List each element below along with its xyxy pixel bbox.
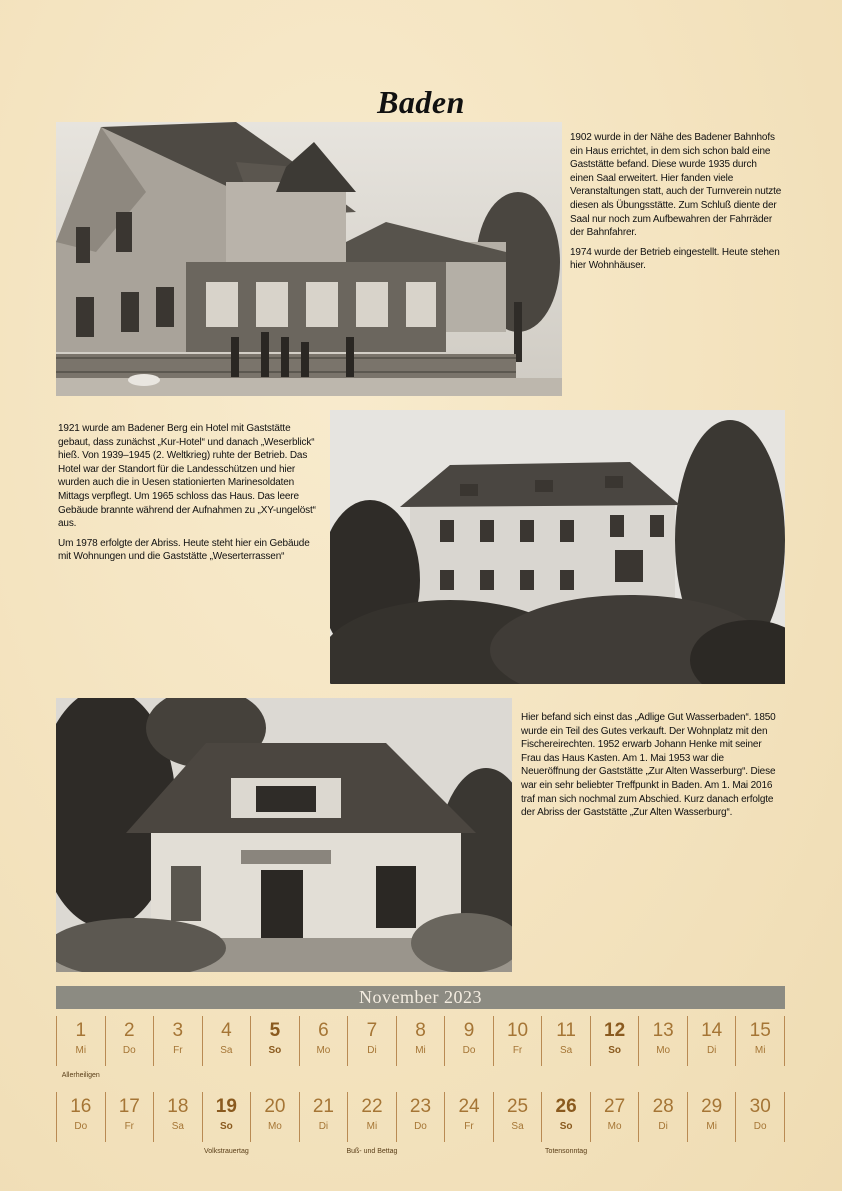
- weekday-label: Mi: [366, 1121, 378, 1132]
- weekday-label: So: [268, 1045, 282, 1056]
- text-block-bahnhof: [570, 131, 782, 279]
- weekday-label: Mi: [706, 1121, 717, 1132]
- calendar-day: [299, 1092, 348, 1142]
- day-number: 22: [361, 1096, 383, 1117]
- holiday-label: Volkstrauertag: [203, 1148, 249, 1155]
- weekday-label: So: [559, 1121, 573, 1132]
- day-number: 27: [604, 1096, 626, 1117]
- day-number: 17: [118, 1096, 140, 1117]
- weekday-label: Sa: [171, 1121, 184, 1132]
- day-number: 20: [264, 1096, 286, 1117]
- weekday-label: Sa: [220, 1045, 233, 1056]
- weekday-label: Di: [658, 1121, 668, 1132]
- weekday-label: Di: [367, 1045, 377, 1056]
- calendar-day: [638, 1092, 687, 1142]
- calendar-day: [202, 1092, 251, 1155]
- weekday-label: Do: [462, 1045, 476, 1056]
- day-number: 30: [749, 1096, 771, 1117]
- calendar-day: [396, 1092, 445, 1142]
- calendar-day: [105, 1016, 154, 1066]
- weekday-label: Mi: [415, 1045, 426, 1056]
- day-number: 8: [415, 1020, 426, 1041]
- weekday-label: Do: [414, 1121, 427, 1132]
- calendar-day: [590, 1016, 639, 1066]
- weekday-label: Fr: [464, 1121, 474, 1132]
- weekday-label: So: [608, 1045, 621, 1056]
- calendar-day: [590, 1092, 639, 1142]
- calendar-day: [541, 1092, 590, 1155]
- text-paragraph: 1974 wurde der Betrieb eingestellt. Heute stehen hier Wohnhäuser.: [570, 246, 780, 272]
- holiday-label: Totensonntag: [545, 1148, 588, 1155]
- weekday-label: Mo: [267, 1121, 282, 1132]
- calendar-day: [396, 1016, 445, 1066]
- calendar-day: [299, 1016, 348, 1066]
- day-number: 3: [172, 1020, 184, 1041]
- day-number: 29: [701, 1096, 723, 1117]
- text-paragraph: 1902 wurde in der Nähe des Badener Bahnhofs ein Haus errichtet, in dem sich schon bald eine Gaststätte befand. Diese wurde 1935 durch einen Saal erweitert. Hier fanden viele Veranstaltungen statt, auch der Turnverein nutzte diesen als Übungsstätte. Zum Schluß diente der Saal nur noch zum Aufbewahren der Fahrräder der Bahnfahrer.: [570, 132, 782, 239]
- weekday-label: Fr: [173, 1045, 183, 1056]
- weekday-label: Fr: [124, 1121, 135, 1132]
- day-number: 9: [463, 1020, 475, 1041]
- calendar-day: [56, 1016, 105, 1079]
- day-number: 2: [124, 1020, 135, 1041]
- photo-alte-wasserburg: [56, 698, 512, 972]
- weekday-label: Sa: [511, 1121, 524, 1132]
- day-number: 15: [749, 1020, 771, 1041]
- calendar-day: [687, 1092, 736, 1142]
- calendar-day: [202, 1016, 251, 1066]
- day-number: 26: [555, 1096, 577, 1117]
- calendar-day: [105, 1092, 154, 1142]
- calendar-day: [541, 1016, 590, 1066]
- weekday-label: Mo: [316, 1045, 331, 1056]
- weekday-label: Do: [74, 1121, 88, 1132]
- day-number: 24: [458, 1096, 480, 1117]
- day-number: 12: [604, 1020, 626, 1041]
- calendar-day: [687, 1016, 736, 1066]
- day-number: 23: [409, 1096, 432, 1117]
- calendar-day: [735, 1016, 785, 1066]
- day-number: 4: [221, 1020, 232, 1041]
- holiday-label: Buß- und Bettag: [346, 1148, 398, 1155]
- weekday-label: Di: [706, 1045, 717, 1056]
- day-number: 11: [556, 1020, 576, 1041]
- calendar-day: [444, 1092, 493, 1142]
- calendar-day: [735, 1092, 785, 1142]
- calendar-day: [250, 1092, 299, 1142]
- calendar-day: [250, 1016, 299, 1066]
- day-number: 19: [215, 1096, 237, 1117]
- calendar-day: [638, 1016, 687, 1066]
- calendar-day: [153, 1092, 202, 1142]
- photo-kur-hotel: [330, 410, 785, 684]
- weekday-label: Sa: [559, 1045, 573, 1056]
- day-number: 1: [75, 1020, 87, 1041]
- text-block-wasserburg: [521, 711, 783, 826]
- page-title: Baden: [377, 84, 465, 120]
- weekday-label: So: [219, 1121, 233, 1132]
- weekday-label: Mi: [754, 1045, 766, 1056]
- weekday-label: Fr: [512, 1045, 523, 1056]
- weekday-label: Di: [318, 1121, 329, 1132]
- weekday-label: Mo: [656, 1045, 671, 1056]
- day-number: 28: [652, 1096, 674, 1117]
- calendar-day: [493, 1092, 542, 1142]
- day-number: 5: [269, 1020, 281, 1041]
- calendar-day: [346, 1092, 398, 1155]
- weekday-label: Do: [753, 1121, 767, 1132]
- day-number: 14: [701, 1020, 723, 1041]
- day-number: 7: [366, 1020, 378, 1041]
- calendar-day: [347, 1016, 396, 1066]
- photo-bahnhof-gaststaette: [56, 122, 562, 396]
- text-paragraph: Um 1978 erfolgte der Abriss. Heute steht hier ein Gebäude mit Wohnungen und die Gaststätte „Weserterrassen“: [58, 537, 310, 563]
- text-paragraph: Hier befand sich einst das „Adlige Gut Wasserbaden“. 1850 wurde ein Teil des Gutes verkauft. Der Wohnplatz mit den Fischereirechten. 1952 erwarb Johann Henke mit seiner Frau das Haus Kasten. Am 1. Mai 1953 war die Neueröffnung der Gaststätte „Zur Alten Wasserburg“. Diese war ein sehr beliebter Treffpunkt in Baden. Am 1. Mai 2016 traf man sich nochmal zum Abschied. Kurz danach erfolgte der Abriss der Gaststätte „Zur Alten Wasserburg“.: [521, 712, 776, 819]
- day-number: 10: [506, 1020, 529, 1041]
- day-number: 21: [312, 1096, 334, 1117]
- weekday-label: Mi: [75, 1045, 87, 1056]
- calendar-day: [153, 1016, 202, 1066]
- month-label: November 2023: [56, 986, 785, 1009]
- calendar-week-row: [56, 1016, 785, 1079]
- text-paragraph: 1921 wurde am Badener Berg ein Hotel mit Gaststätte gebaut, dass zunächst „Kur-Hotel“ und danach „Weserblick“ hieß. Von 1939–1945 (2. Weltkrieg) ruhte der Betrieb. Das Hotel war der Standort für die Landesschützen und hier wurden auch die in Uesen stationierten Marinesoldaten Mittags verpflegt. Um 1965 schloss das Haus. Das leere Gebäude brannte während der Aufnahmen zu „XY-ungelöst“ aus.: [58, 423, 316, 530]
- weekday-label: Do: [122, 1045, 136, 1056]
- calendar-day: [444, 1016, 493, 1066]
- day-number: 16: [70, 1096, 92, 1117]
- day-number: 25: [506, 1096, 529, 1117]
- text-block-kur-hotel: [58, 422, 320, 570]
- calendar-day: [56, 1092, 105, 1142]
- weekday-label: Mo: [607, 1121, 622, 1132]
- calendar-week-row: [56, 1092, 785, 1155]
- day-number: 18: [167, 1096, 189, 1117]
- day-number: 6: [318, 1020, 329, 1041]
- holiday-label: Allerheiligen: [61, 1072, 100, 1079]
- day-number: 13: [652, 1020, 674, 1041]
- calendar-day: [493, 1016, 542, 1066]
